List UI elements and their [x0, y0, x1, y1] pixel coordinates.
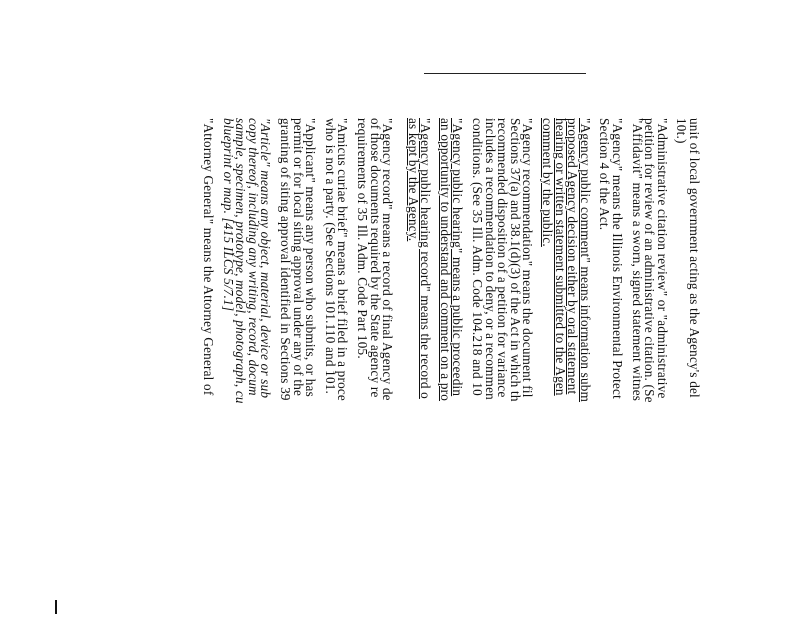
- text-line: comment by the public.: [540, 118, 556, 247]
- text-line: "Affidavit" means a sworn, signed statement witnes: [629, 118, 645, 402]
- text-line: "Attorney General" means the Attorney General of: [201, 118, 216, 396]
- text-line: as kept by the Agency.: [405, 118, 421, 242]
- text-line: "Agency recommendation" means the document fil: [520, 118, 536, 398]
- paragraph: [354, 118, 396, 623]
- paragraph: [630, 118, 668, 623]
- text-line: 10t.): [674, 118, 690, 144]
- paragraph: [471, 118, 534, 623]
- paragraph: [322, 118, 351, 623]
- text-line: granting of siting approval identified in Sections 39: [277, 118, 293, 401]
- text-line: who is not a party. (See Sections 101.110 and 101.: [322, 118, 338, 395]
- text-line: "Article" means any object, material, device or sub: [258, 118, 274, 399]
- text-line: includes a recommendation to deny, or a recommen: [482, 118, 498, 400]
- text-line: "Agency record" means a record of final Agency de: [380, 118, 396, 401]
- text-line: copy thereof, including any writing, record, docum: [245, 118, 261, 396]
- paragraph: [597, 118, 626, 623]
- text-line: unit of local government acting as the Agency's del: [687, 118, 702, 398]
- text-line: "Administrative citation review" or "administrative: [654, 118, 670, 399]
- text-line: petition for review of an administrative citation. (Se: [642, 118, 658, 403]
- text-line: blueprint or map. [415 ILCS 5/7.1]: [220, 118, 236, 312]
- paragraph-underlined: [405, 118, 434, 623]
- text-line: permit or for local siting approval under any of the: [290, 118, 306, 397]
- paragraph-underlined: [540, 118, 593, 623]
- text-line: hearing or written statement submitted to the Agen: [552, 118, 568, 396]
- text-line: proposed Agency decision either by oral statement: [565, 118, 581, 395]
- margin-mark: [55, 600, 57, 614]
- text-line: "Agency public comment" means information subm: [577, 118, 593, 403]
- text-line: an opportunity to understand and comment on a pro: [437, 118, 453, 402]
- text-line: "Amicus curiae brief" means a brief filed in a proce: [335, 118, 351, 401]
- text-line: requirements of 35 Ill. Adm. Code Part 105.: [354, 118, 370, 359]
- text-line: Sections 37(a) and 38.1(d)(3) of the Act in which th: [507, 118, 523, 402]
- paragraph: [675, 118, 700, 623]
- paragraph-italic: [220, 118, 274, 623]
- horizontal-rule: [424, 73, 586, 74]
- text-line: "Agency" means the Illinois Environmental Protect: [610, 118, 626, 399]
- text-line: "Agency public hearing record" means the record o: [418, 118, 434, 399]
- text-line: of those documents required by the State agency re: [367, 118, 383, 398]
- rotated-text-body: [201, 118, 700, 623]
- text-line: recommended disposition of a petition for variance: [495, 118, 511, 398]
- text-line: conditions. (See 35 Ill. Adm. Code 104.218 and 10: [470, 118, 486, 396]
- paragraph: [201, 118, 214, 623]
- text-line: "Agency public hearing" means a public proceedin: [450, 118, 466, 397]
- paragraph-underlined: [437, 118, 466, 623]
- text-line: Section 4 of the Act.: [597, 118, 613, 231]
- text-line: "Applicant" means any person who submits, or has: [303, 118, 319, 397]
- text-line: sample, specimen, prototype, model, photograph, cu: [233, 118, 249, 404]
- paragraph: [277, 118, 319, 623]
